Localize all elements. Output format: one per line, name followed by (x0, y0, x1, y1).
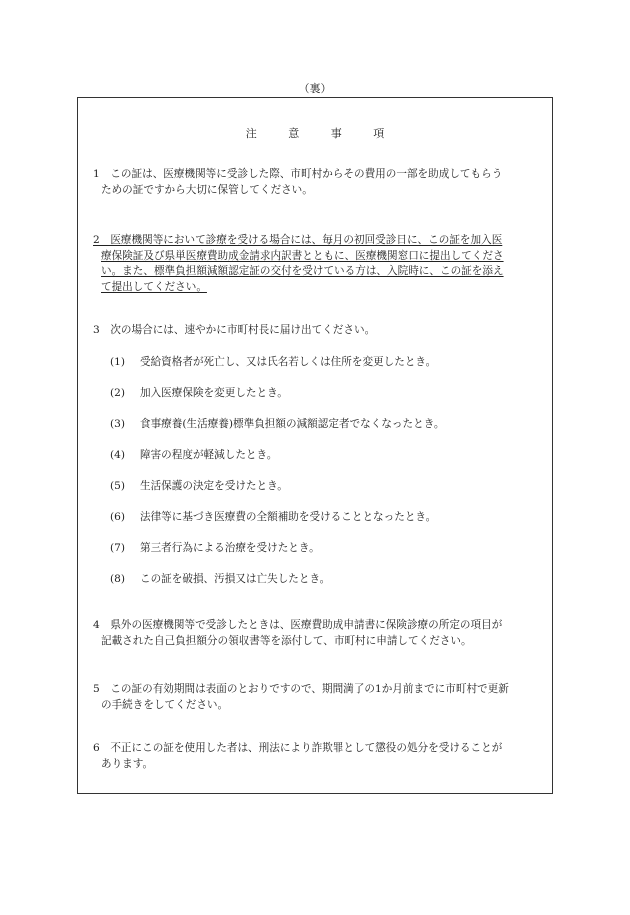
notice-item-2-line2: 療保険証及び県単医療費助成金請求内訳書とともに、医療機関窓口に提出してくださ (101, 249, 504, 262)
subitem-number: (6) (110, 511, 126, 523)
notice-item-1-line2: ための証ですから大切に保管してください。 (101, 183, 313, 196)
page-side-label: （裏） (298, 82, 332, 95)
notice-item-4 (93, 618, 553, 649)
notice-item-3 (93, 323, 553, 339)
notice-item-6 (93, 741, 553, 772)
notice-item-1-line1: 1 この証は、医療機関等に受診した際、市町村からその費用の一部を助成してもらう (93, 168, 503, 180)
notice-subitem (110, 510, 550, 525)
subitem-number: (5) (110, 480, 126, 492)
notice-subitem (110, 386, 550, 401)
subitem-number: (1) (110, 356, 126, 368)
notice-subitem (110, 541, 550, 556)
subitem-number: (8) (110, 573, 126, 585)
subitem-text: 法律等に基づき医療費の全額補助を受けることとなったとき。 (140, 511, 437, 523)
notice-item-5 (93, 682, 553, 713)
notice-item-5-line1: 5 この証の有効期間は表面のとおりですので、期間満了の1か月前までに市町村で更新 (93, 683, 509, 695)
subitem-number: (2) (110, 387, 126, 399)
notice-subitem (110, 572, 550, 587)
notice-item-2-line3: い。また、標準負担額減額認定証の交付を受けている方は、入院時に、この証を添え (101, 265, 504, 277)
notice-item-4-line2: 記載された自己負担額分の領収書等を添付して、市町村に申請してください。 (101, 634, 472, 647)
notice-item-2-line4: て提出してください。 (101, 280, 207, 293)
notice-item-2 (93, 233, 553, 295)
notice-heading (77, 125, 553, 141)
notice-item-5-line2: の手続きをしてください。 (101, 698, 229, 711)
subitem-text: この証を破損、汚損又は亡失したとき。 (140, 573, 331, 585)
heading-char: 事 (330, 127, 342, 140)
subitem-number: (7) (110, 542, 126, 554)
notice-subitem (110, 448, 550, 463)
notice-subitem (110, 479, 550, 494)
heading-char: 項 (373, 127, 385, 140)
subitem-text: 加入医療保険を変更したとき。 (140, 387, 288, 399)
subitem-number: (3) (110, 418, 126, 430)
notice-item-3-intro: 3 次の場合には、速やかに市町村長に届け出てください。 (93, 324, 376, 336)
subitem-text: 生活保護の決定を受けたとき。 (140, 480, 288, 492)
notice-item-6-line2: あります。 (101, 757, 154, 770)
notice-subitem (110, 355, 550, 370)
heading-char: 意 (288, 127, 300, 140)
subitem-text: 障害の程度が軽減したとき。 (140, 449, 278, 461)
subitem-text: 受給資格者が死亡し、又は氏名若しくは住所を変更したとき。 (140, 356, 437, 368)
notice-subitem (110, 417, 550, 432)
notice-item-2-line1: 2 医療機関等において診療を受ける場合には、毎月の初回受診日に、この証を加入医 (93, 234, 503, 246)
notice-item-1 (93, 167, 553, 198)
subitem-text: 第三者行為による治療を受けたとき。 (140, 542, 320, 554)
subitem-number: (4) (110, 449, 126, 461)
subitem-text: 食事療養(生活療養)標準負担額の減額認定者でなくなったとき。 (140, 418, 445, 430)
notice-item-6-line1: 6 不正にこの証を使用した者は、刑法により詐欺罪として懲役の処分を受けることが (93, 742, 503, 754)
heading-char: 注 (245, 127, 257, 140)
notice-item-4-line1: 4 県外の医療機関等で受診したときは、医療費助成申請書に保険診療の所定の項目が (93, 619, 503, 631)
